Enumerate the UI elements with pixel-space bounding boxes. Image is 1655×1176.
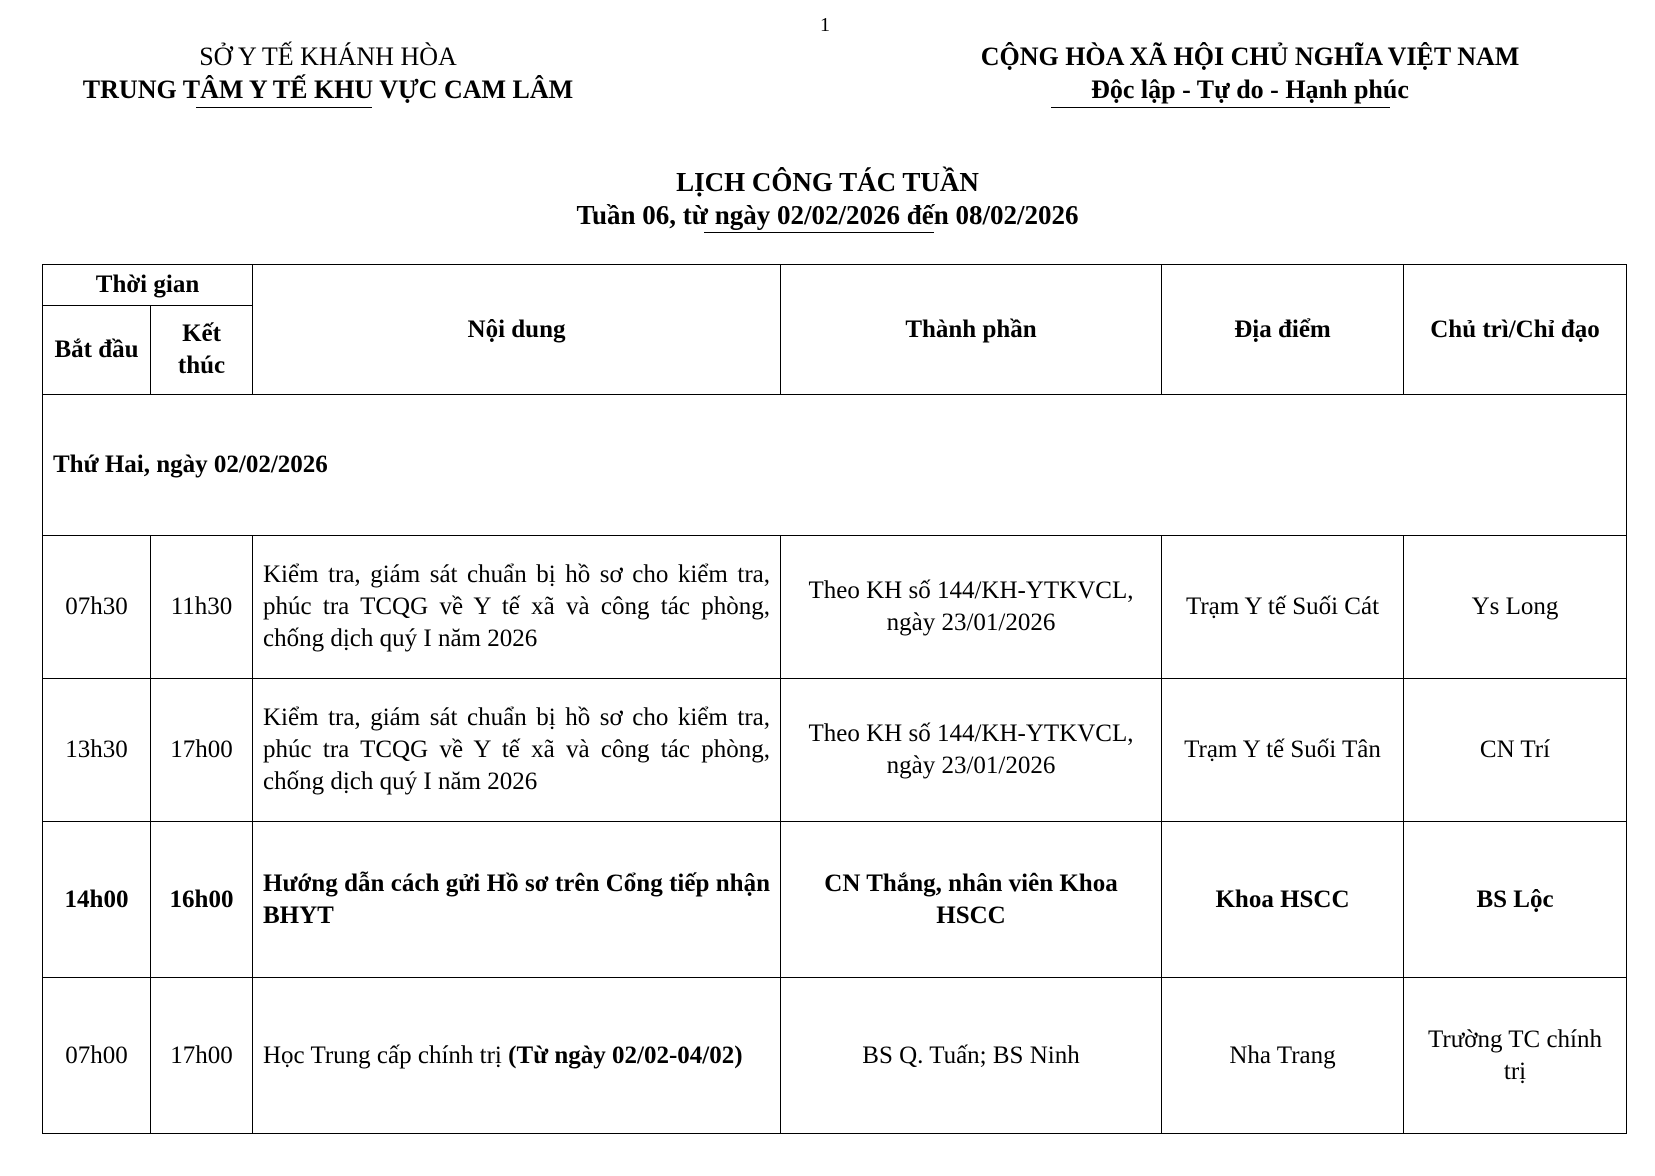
event-chair: Ys Long — [1404, 536, 1627, 679]
event-content — [253, 978, 781, 1134]
national-motto: Độc lập - Tự do - Hạnh phúc — [1091, 75, 1409, 104]
start-time: 14h00 — [43, 822, 151, 978]
start-time: 13h30 — [43, 679, 151, 822]
event-date-range-note: (Từ ngày 02/02-04/02) — [508, 1041, 743, 1069]
event-location: Trạm Y tế Suối Tân — [1162, 679, 1404, 822]
schedule-table — [42, 264, 1627, 1134]
event-chair: CN Trí — [1404, 679, 1627, 822]
event-content: Kiểm tra, giám sát chuẩn bị hồ sơ cho kiểm tra, phúc tra TCQG về Y tế xã và công tác phòng, chống dịch quý I năm 2026 — [253, 536, 781, 679]
department-name: SỞ Y TẾ KHÁNH HÒA — [199, 42, 457, 71]
end-header: Kết thúc — [151, 306, 253, 395]
end-time: 16h00 — [151, 822, 253, 978]
header-right-underline — [1051, 107, 1390, 108]
end-time: 11h30 — [151, 536, 253, 679]
title-underline — [704, 232, 934, 233]
table-header-row — [43, 265, 1627, 306]
content-header: Nội dung — [253, 265, 781, 395]
day-label: Thứ Hai, ngày 02/02/2026 — [43, 395, 1627, 536]
end-time: 17h00 — [151, 978, 253, 1134]
event-participants: Theo KH số 144/KH-YTKVCL, ngày 23/01/2026 — [781, 679, 1162, 822]
event-location: Trạm Y tế Suối Cát — [1162, 536, 1404, 679]
national-header — [900, 40, 1600, 106]
start-header: Bắt đầu — [43, 306, 151, 395]
center-name: TRUNG TÂM Y TẾ KHU VỰC CAM LÂM — [82, 75, 574, 104]
table-row — [43, 978, 1627, 1134]
title-main: LỊCH CÔNG TÁC TUẦN — [676, 167, 979, 197]
event-participants: BS Q. Tuấn; BS Ninh — [781, 978, 1162, 1134]
start-time: 07h30 — [43, 536, 151, 679]
table-row — [43, 822, 1627, 978]
event-chair: Trường TC chính trị — [1404, 978, 1627, 1134]
event-participants: CN Thắng, nhân viên Khoa HSCC — [781, 822, 1162, 978]
event-content: Hướng dẫn cách gửi Hồ sơ trên Cổng tiếp nhận BHYT — [253, 822, 781, 978]
time-header: Thời gian — [43, 265, 253, 306]
table-row — [43, 536, 1627, 679]
event-participants: Theo KH số 144/KH-YTKVCL, ngày 23/01/2026 — [781, 536, 1162, 679]
title-week: Tuần 06, từ ngày 02/02/2026 đến 08/02/2026 — [576, 200, 1079, 230]
start-time: 07h00 — [43, 978, 151, 1134]
event-content-text: Học Trung cấp chính trị — [263, 1041, 502, 1069]
participants-header: Thành phần — [781, 265, 1162, 395]
page-number: 1 — [820, 14, 830, 36]
header-left-underline — [196, 107, 372, 108]
location-header: Địa điểm — [1162, 265, 1404, 395]
day-row — [43, 395, 1627, 536]
issuer-header — [48, 40, 608, 106]
table-row — [43, 679, 1627, 822]
national-name: CỘNG HÒA XÃ HỘI CHỦ NGHĨA VIỆT NAM — [980, 42, 1520, 71]
event-content: Kiểm tra, giám sát chuẩn bị hồ sơ cho kiểm tra, phúc tra TCQG về Y tế xã và công tác phòng, chống dịch quý I năm 2026 — [253, 679, 781, 822]
document-title — [0, 166, 1655, 232]
event-location: Nha Trang — [1162, 978, 1404, 1134]
event-chair: BS Lộc — [1404, 822, 1627, 978]
event-location: Khoa HSCC — [1162, 822, 1404, 978]
end-time: 17h00 — [151, 679, 253, 822]
chair-header: Chủ trì/Chỉ đạo — [1404, 265, 1627, 395]
